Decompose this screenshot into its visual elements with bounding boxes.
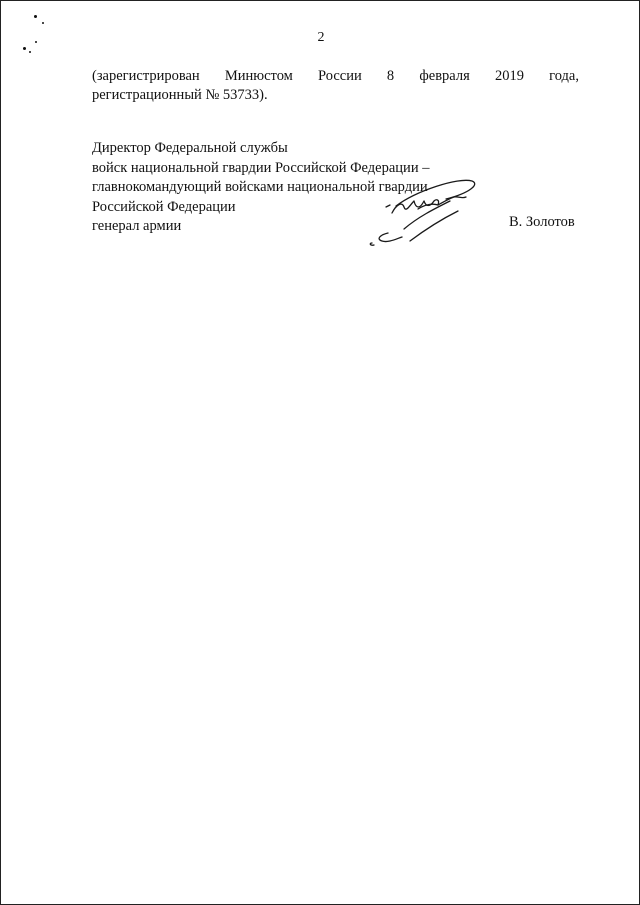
body-paragraph: [92, 67, 579, 105]
body-line-1: (зарегистрирован Минюстом России 8 февраля 2019 года,: [92, 68, 579, 84]
signatory-title-line: войск национальной гвардии Российской Федерации –: [92, 159, 430, 176]
scan-artifact-dot: [34, 15, 37, 18]
signatory-title-line: Российской Федерации: [92, 198, 236, 215]
scan-artifact-dot: [29, 51, 31, 53]
signatory-title-line: главнокомандующий войсками национальной гвардии: [92, 179, 428, 195]
handwritten-signature: [366, 169, 481, 251]
signature-strokes: [370, 180, 474, 245]
scan-artifact-dot: [23, 47, 26, 50]
signatory-title-line: Директор Федеральной службы: [92, 140, 288, 156]
signatory-title-line: генерал армии: [92, 218, 182, 234]
body-line-2: регистрационный № 53733).: [92, 87, 268, 103]
signatory-name: В. Золотов: [509, 214, 575, 230]
scan-artifact-dot: [42, 22, 44, 24]
page-number: 2: [317, 30, 325, 45]
